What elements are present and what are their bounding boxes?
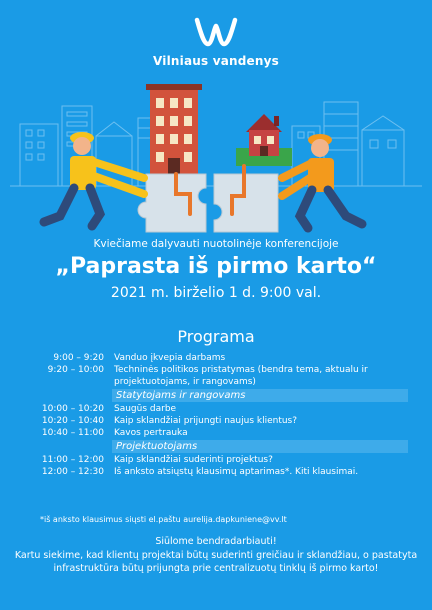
section-header: Projektuotojams	[112, 440, 408, 453]
program-time: 10:00 – 10:20	[41, 404, 104, 414]
program-heading: Programa	[177, 327, 255, 346]
program-time: 9:20 – 10:00	[47, 365, 104, 375]
worker-right	[282, 134, 362, 228]
program-desc: Techninės politikos pristatymas (bendra tema, aktualu ir projektuotojams, ir rangovams)	[114, 365, 368, 387]
puzzle-pieces	[138, 166, 278, 232]
conference-title: „Paprasta iš pirmo karto“	[55, 254, 377, 279]
program-row	[28, 466, 408, 478]
conference-date: 2021 m. birželio 1 d. 9:00 val.	[110, 285, 322, 301]
footnote: *iš anksto klausimus siųsti el.paštu aurelija.dapkuniene@vv.lt	[40, 515, 287, 524]
program-time: 11:00 – 12:00	[41, 455, 104, 465]
program-desc: Kavos pertrauka	[114, 428, 188, 438]
footer-headline: Siūlome bendradarbiauti!	[155, 536, 277, 547]
illustration	[0, 66, 432, 236]
program-desc: Kaip sklandžiai suderinti projektus?	[114, 455, 273, 465]
program-desc: Iš anksto atsiųstų klausimų aptarimas*. Kiti klausimai.	[114, 467, 359, 477]
program-row	[28, 454, 408, 466]
worker-left	[44, 132, 144, 226]
section-header: Statytojams ir rangovams	[112, 389, 408, 402]
program-row	[28, 427, 408, 439]
program-desc: Kaip sklandžiai prijungti naujus klientus?	[114, 416, 298, 426]
program-time: 12:00 – 12:30	[41, 467, 104, 477]
program-desc: Vanduo įkvepia darbams	[114, 353, 226, 363]
footer-text: Kartu siekime, kad klientų projektai būtų suderinti greičiau ir sklandžiau, o pastatyta infrastruktūra būtų prijungta prie centralizuotų tinklų iš pirmo karto!	[14, 549, 418, 574]
footer	[0, 535, 432, 576]
program-time: 9:00 – 9:20	[53, 353, 104, 363]
program-row	[28, 364, 408, 388]
program-row	[28, 415, 408, 427]
house	[236, 114, 292, 166]
logo	[0, 14, 432, 68]
program-table	[28, 352, 408, 478]
program-time: 10:40 – 11:00	[41, 428, 104, 438]
brick-building	[146, 84, 202, 176]
program-row	[28, 352, 408, 364]
logo-text: Vilniaus vandenys	[152, 54, 280, 68]
program-desc: Saugūs darbe	[114, 404, 177, 414]
intro-text: Kviečiame dalyvauti nuotolinėje konferencijoje	[93, 238, 339, 250]
wave-w-icon	[193, 14, 239, 50]
program-time: 10:20 – 10:40	[41, 416, 104, 426]
program-row	[28, 403, 408, 415]
